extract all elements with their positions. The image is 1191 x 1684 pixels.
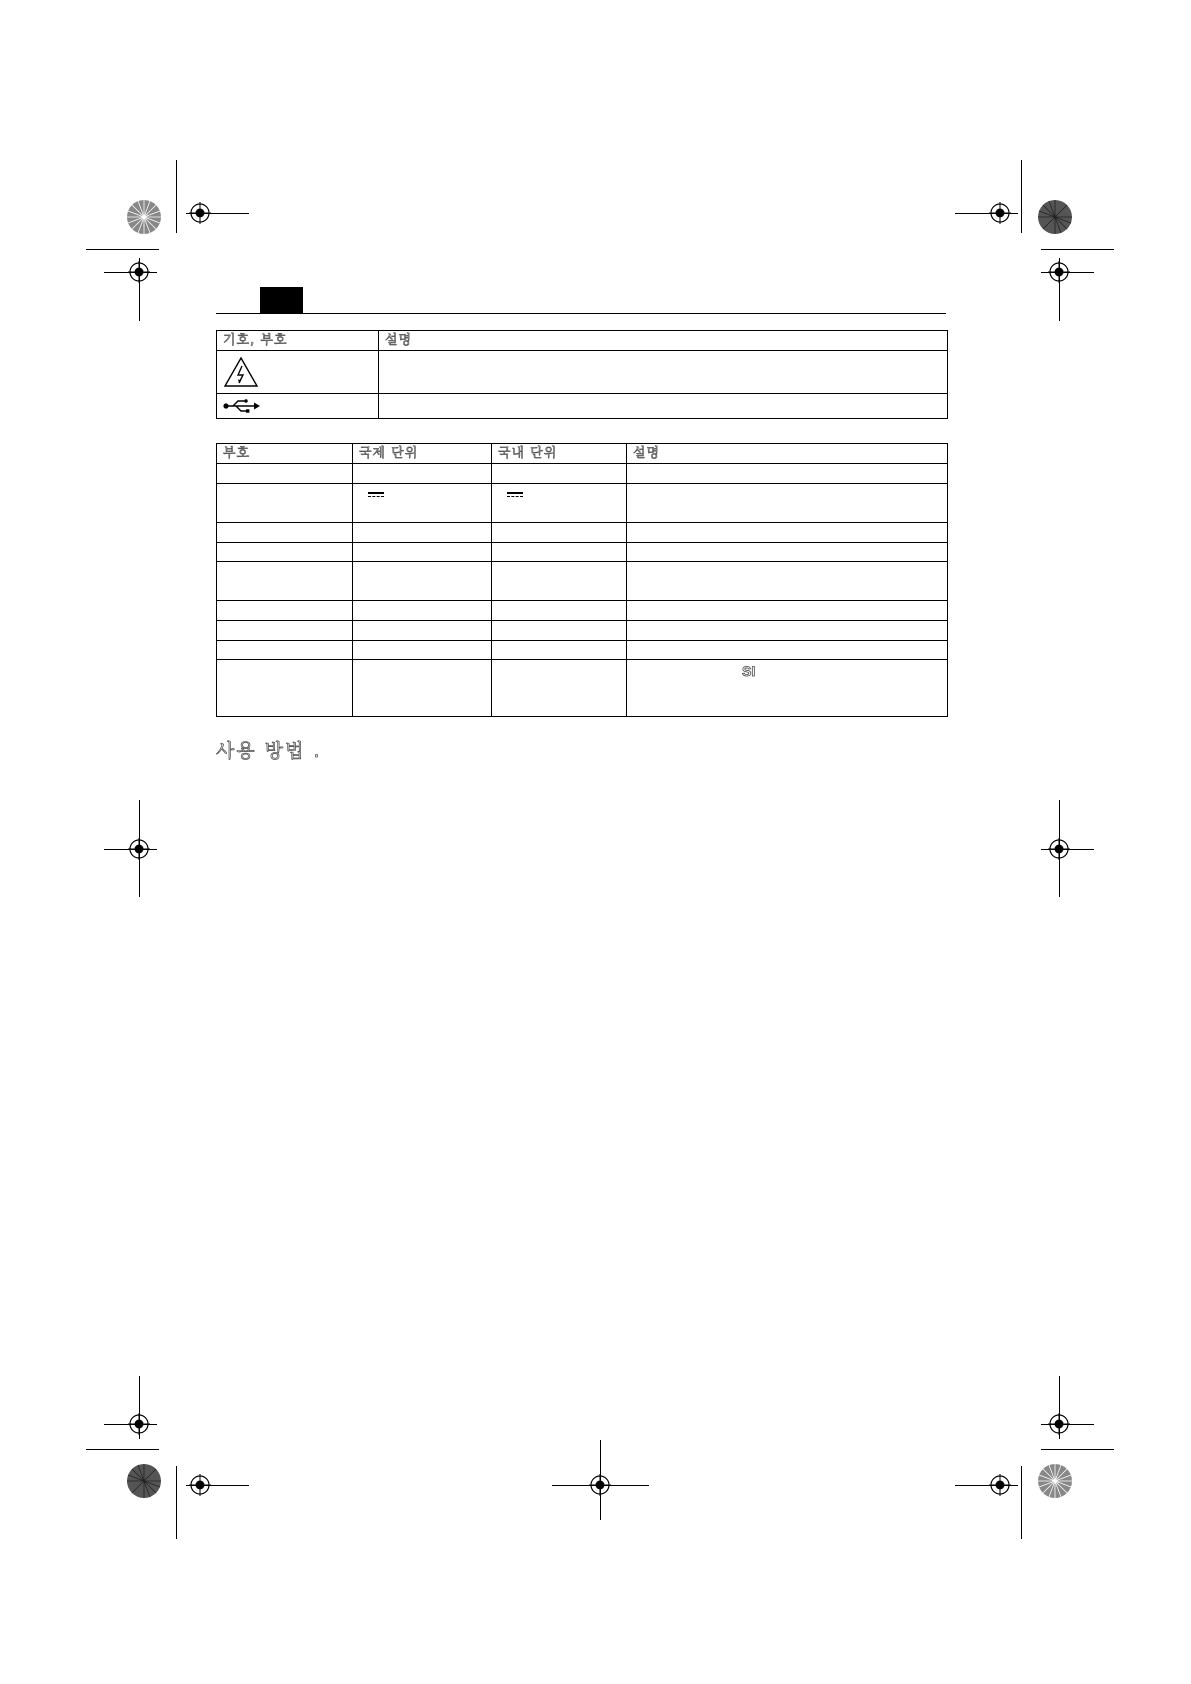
table-cell — [492, 464, 627, 484]
units-table — [216, 443, 948, 717]
table-cell — [627, 543, 948, 562]
table-row — [217, 562, 948, 601]
table-cell — [217, 562, 353, 601]
dc-symbol-icon — [507, 492, 523, 498]
table-cell — [627, 660, 948, 717]
table-cell — [492, 562, 627, 601]
table-cell — [627, 523, 948, 543]
symbol-table — [216, 330, 948, 419]
header-label: 기호, 부호 — [223, 333, 288, 348]
table-cell — [492, 523, 627, 543]
starburst-icon — [1037, 1463, 1073, 1499]
table-cell — [217, 464, 353, 484]
crop-line — [176, 160, 177, 233]
header-label: 설명 — [385, 333, 413, 348]
table-cell — [353, 523, 492, 543]
registration-target-icon — [989, 1474, 1011, 1496]
section-title: 사용 방법 . — [216, 740, 322, 762]
language-tab — [260, 287, 303, 313]
registration-target-icon — [128, 261, 150, 283]
registration-target-icon — [128, 1413, 150, 1435]
starburst-icon — [126, 199, 162, 235]
table-cell — [627, 464, 948, 484]
si-label: SI — [742, 663, 756, 679]
table-cell — [353, 484, 492, 523]
table-cell — [217, 523, 353, 543]
table-cell — [217, 660, 353, 717]
starburst-icon — [1037, 199, 1073, 235]
table-cell — [627, 601, 948, 621]
table-cell — [379, 351, 948, 394]
dc-symbol-icon — [368, 492, 384, 498]
table-cell — [379, 394, 948, 419]
table-cell — [492, 641, 627, 660]
table-cell — [217, 394, 379, 419]
table-header-cell — [217, 444, 353, 464]
table-header-cell — [492, 444, 627, 464]
table-row — [217, 621, 948, 641]
registration-target-icon — [189, 1474, 211, 1496]
table-cell — [353, 660, 492, 717]
table-cell — [353, 621, 492, 641]
table-cell — [492, 660, 627, 717]
registration-target-icon — [1048, 838, 1070, 860]
table-row — [217, 660, 948, 717]
table-row — [217, 351, 948, 394]
table-header-cell — [627, 444, 948, 464]
table-cell — [492, 601, 627, 621]
table-row — [217, 523, 948, 543]
header-label: 설명 — [633, 446, 661, 461]
crop-line — [1041, 1449, 1114, 1450]
electric-hazard-warning-icon — [223, 356, 259, 388]
table-cell — [217, 351, 379, 394]
registration-target-icon — [1048, 1413, 1070, 1435]
table-header-row — [217, 331, 948, 351]
table-cell — [627, 621, 948, 641]
table-header-cell — [379, 331, 948, 351]
crop-line — [86, 1449, 159, 1450]
crop-line — [1021, 160, 1022, 233]
table-row — [217, 601, 948, 621]
header-label: 국내 단위 — [498, 446, 558, 461]
registration-target-icon — [189, 202, 211, 224]
table-cell — [353, 601, 492, 621]
table-cell — [492, 621, 627, 641]
table-header-cell — [353, 444, 492, 464]
table-row — [217, 394, 948, 419]
crop-line — [1021, 1466, 1022, 1539]
table-row — [217, 464, 948, 484]
crop-line — [176, 1466, 177, 1539]
table-cell — [353, 641, 492, 660]
table-cell — [217, 601, 353, 621]
table-cell — [217, 641, 353, 660]
usb-icon — [223, 399, 261, 413]
registration-target-icon — [128, 838, 150, 860]
starburst-icon — [126, 1463, 162, 1499]
table-cell — [353, 464, 492, 484]
table-cell — [217, 621, 353, 641]
table-cell — [627, 562, 948, 601]
table-header-cell — [217, 331, 379, 351]
crop-line — [1041, 249, 1114, 250]
table-row — [217, 543, 948, 562]
header-rule — [216, 313, 946, 314]
table-cell — [353, 543, 492, 562]
registration-target-icon — [989, 202, 1011, 224]
crop-line — [86, 249, 159, 250]
table-row — [217, 641, 948, 660]
table-cell — [353, 562, 492, 601]
table-cell — [217, 484, 353, 523]
table-row — [217, 484, 948, 523]
table-cell — [492, 484, 627, 523]
registration-target-icon — [1048, 261, 1070, 283]
table-cell — [217, 543, 353, 562]
registration-target-icon — [589, 1474, 611, 1496]
table-header-row — [217, 444, 948, 464]
header-label: 부호 — [223, 446, 251, 461]
table-cell — [492, 543, 627, 562]
table-cell — [627, 641, 948, 660]
table-cell — [627, 484, 948, 523]
header-label: 국제 단위 — [359, 446, 419, 461]
